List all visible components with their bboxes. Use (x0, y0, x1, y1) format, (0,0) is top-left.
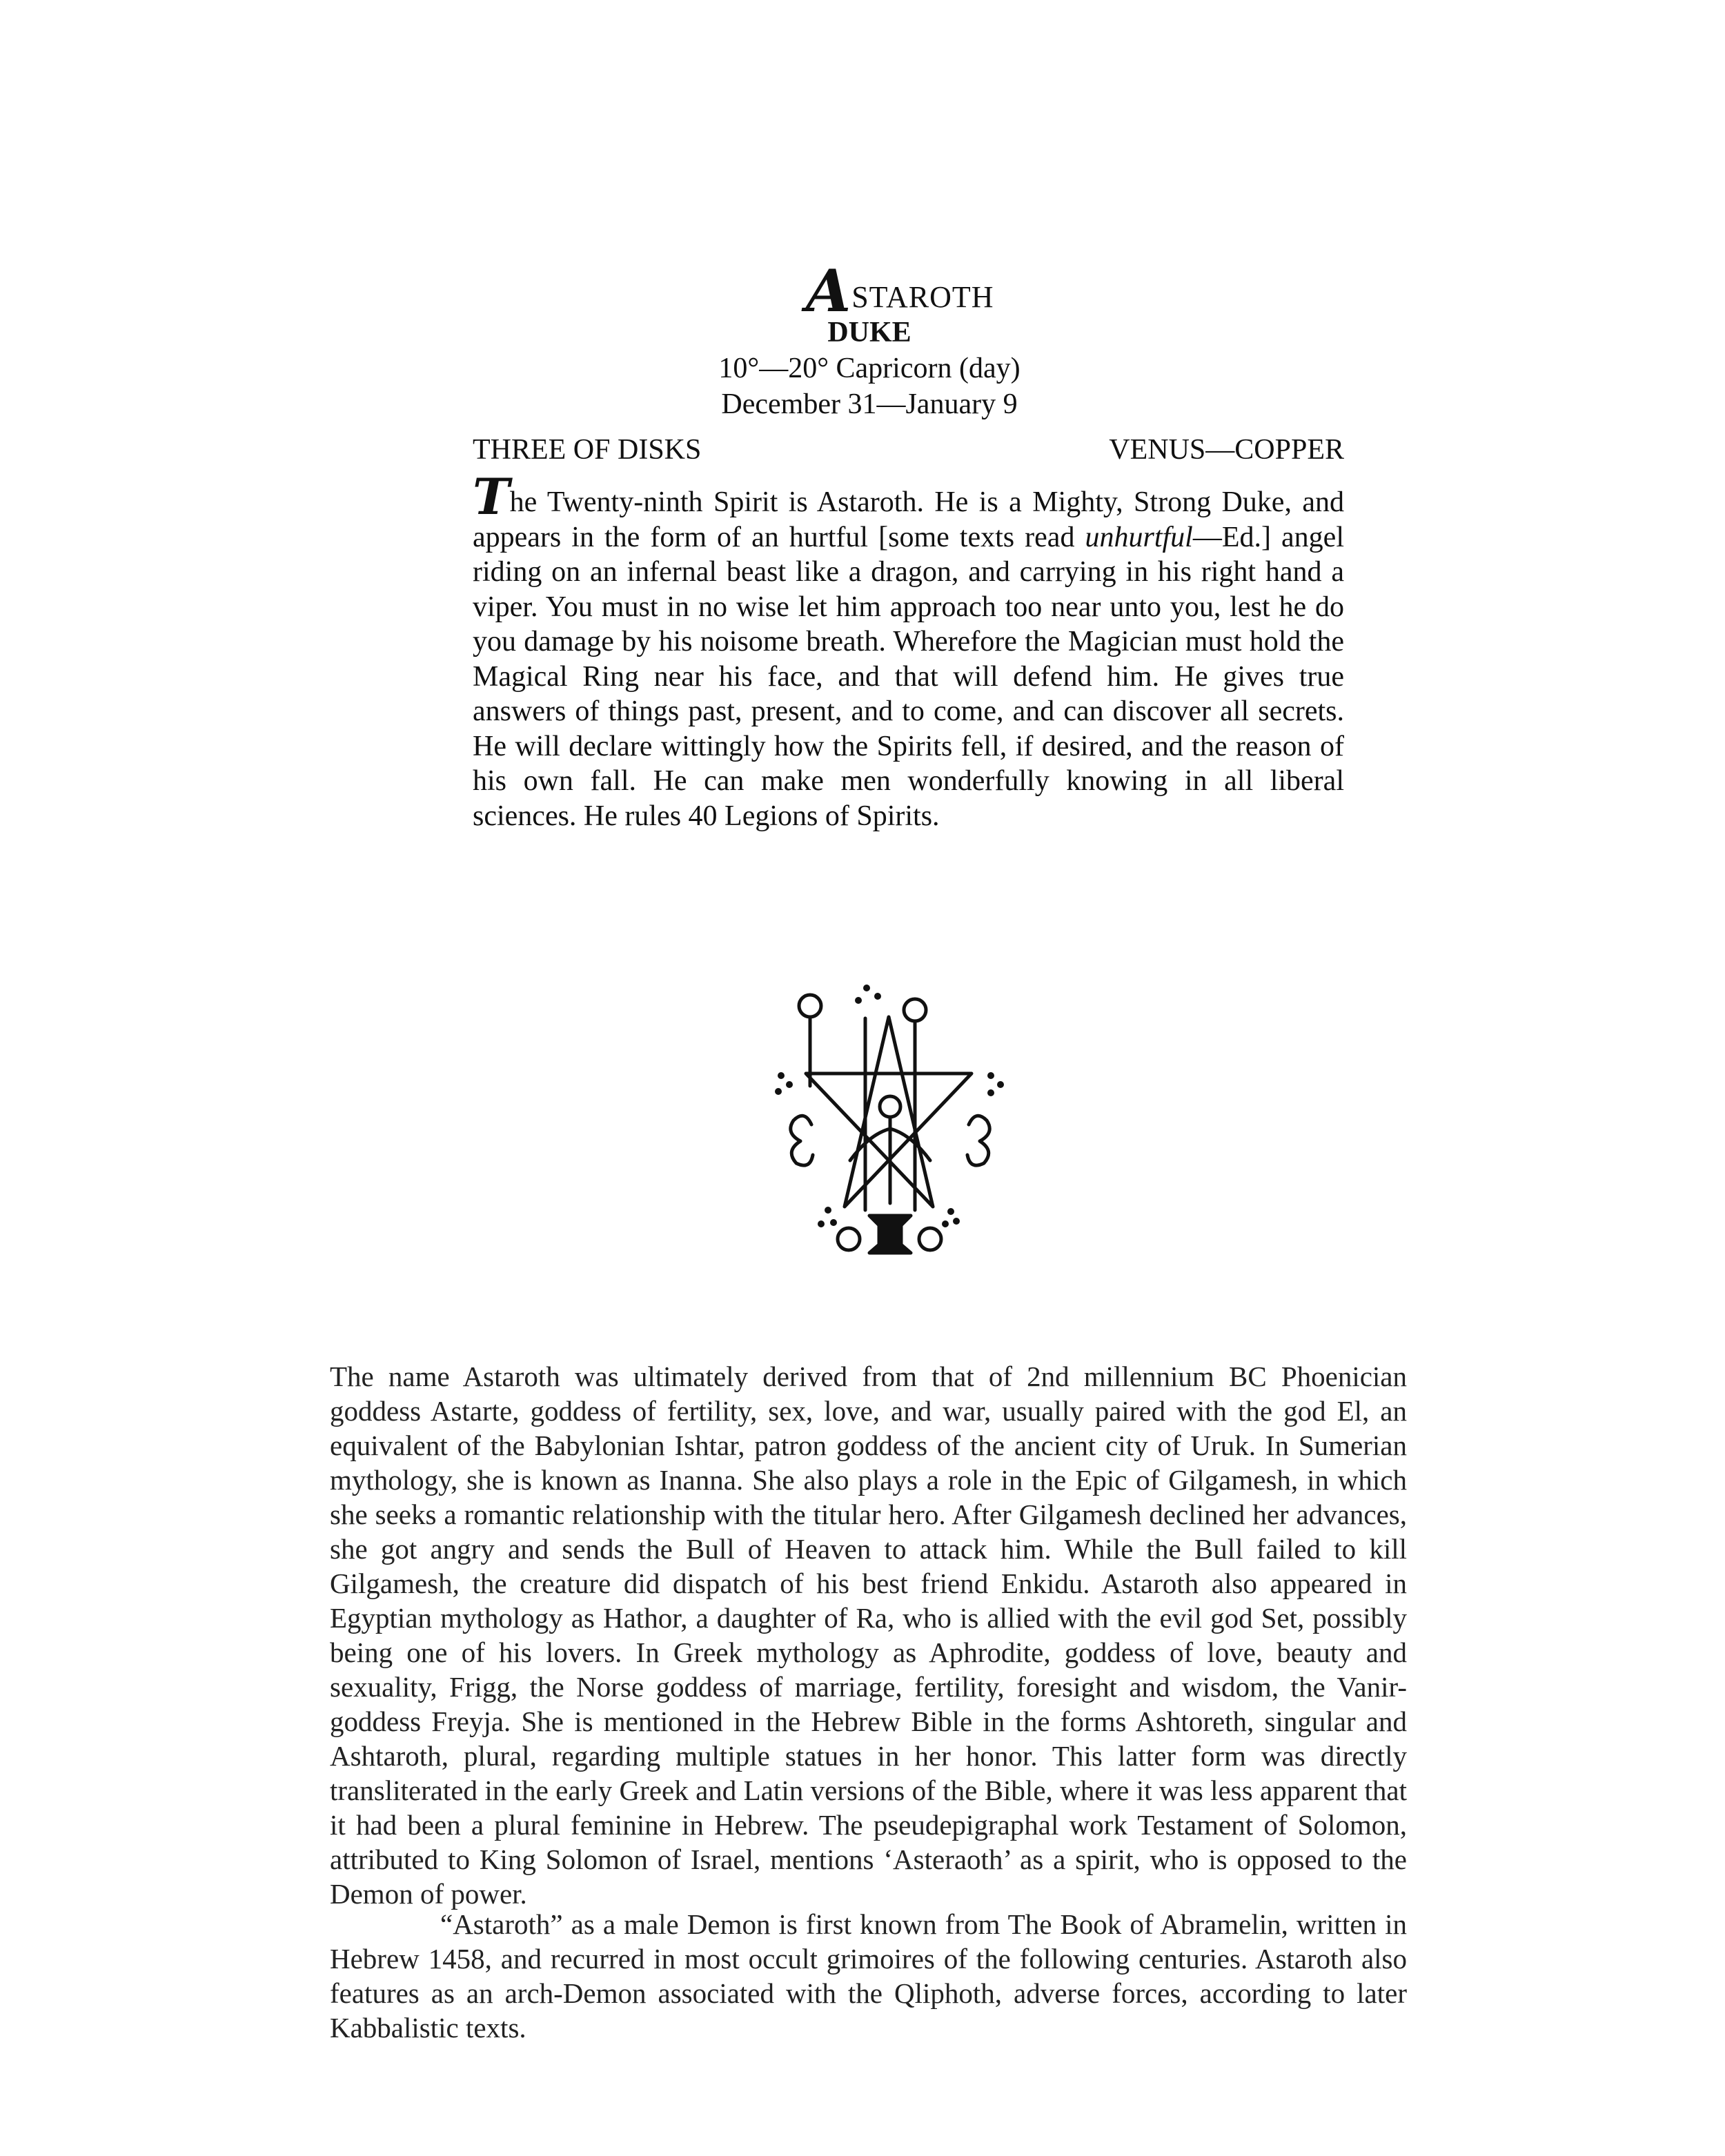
title-initial: A (806, 257, 852, 325)
right-scroll (967, 1116, 989, 1165)
essay-paragraph-1: The name Astaroth was ultimately derived from that of 2nd millennium BC Phoenician goddess Astarte, goddess of fertility, sex, love, and war, usually paired with the god El, an equivalent of the Babylonian Ishtar, patron goddess of the ancient city of Uruk. In Sumerian mythology, she is known as Inanna. She also plays a role in the Epic of Gilgamesh, in which she seeks a romantic relationship with the titular hero. After Gilgamesh declined her advances, she got angry and sends the Bull of Heaven to attack him. While the Bull failed to kill Gilgamesh, the creature did dispatch of his best friend Enkidu. Astaroth also appeared in Egyptian mythology as Hathor, a daughter of Ra, who is allied with the evil god Set, possibly being one of his lovers. In Greek mythology as Aphrodite, goddess of love, beauty and sexuality, Frigg, the Norse goddess of marriage, fertility, foresight and wisdom, the Vanir-goddess Freyja. She is mentioned in the Hebrew Bible in the forms Ashtoreth, singular and Ashtaroth, plural, regarding multiple statues in her honor. This latter form was directly transliterated in the early Greek and Latin versions of the Bible, where it was less apparent that it had been a plural feminine in Hebrew. The pseudepigraphal work Testament of Solomon, attributed to King Solomon of Israel, mentions ‘Asteraoth’ as a spirit, who is opposed to the Demon of power. (330, 1361, 1407, 1910)
bottom-anvil (869, 1216, 911, 1253)
bottom-left-circle (838, 1228, 860, 1250)
top-left-circle (799, 995, 821, 1017)
bottom-right-circle (919, 1228, 941, 1250)
planet-metal: VENUS—COPPER (1109, 434, 1344, 466)
astaroth-seal (773, 982, 1007, 1258)
spirit-description (473, 467, 1344, 833)
zodiac-degrees: 10°—20° Capricorn (day) (718, 353, 1021, 384)
spirit-title (806, 257, 994, 325)
spirit-rank: DUKE (827, 317, 911, 348)
title-rest: STAROTH (851, 280, 994, 314)
date-range: December 31—January 9 (721, 388, 1018, 420)
essay-paragraph-2: “Astaroth” as a male Demon is first known from The Book of Abramelin, written in Hebrew 1458, and recurred in most occult grimoires of the following centuries. Astaroth also features as an arch-Demon associated with the Qliphoth, adverse forces, according to later Kabbalistic texts. (330, 1908, 1407, 2044)
description-text-a: he Twenty-ninth Spirit is Astaroth. He is a Mighty, Strong Duke, and appears in the form of an hurtful [some texts read (473, 486, 1344, 553)
description-text-b: —Ed.] angel riding on an infernal beast like a dragon, and carrying in his right hand a viper. You must in no wise let him approach too near unto you, lest he do you damage by his noisome breath. Wherefore the Magician must hold the Magical Ring near his face, and that will defend him. He gives true answers of things past, present, and to come, and can discover all secrets. He will declare wittingly how the Spirits fell, if desired, and the reason of his own fall. He can make men wonderfully knowing in all liberal sciences. He rules 40 Legions of Spirits. (473, 521, 1344, 832)
left-scroll (791, 1116, 813, 1165)
inner-ring (880, 1096, 900, 1117)
tarot-card: THREE OF DISKS (473, 434, 702, 466)
drop-cap: T (473, 467, 510, 526)
description-italic: unhurtful (1085, 521, 1193, 553)
top-right-circle (904, 999, 926, 1021)
